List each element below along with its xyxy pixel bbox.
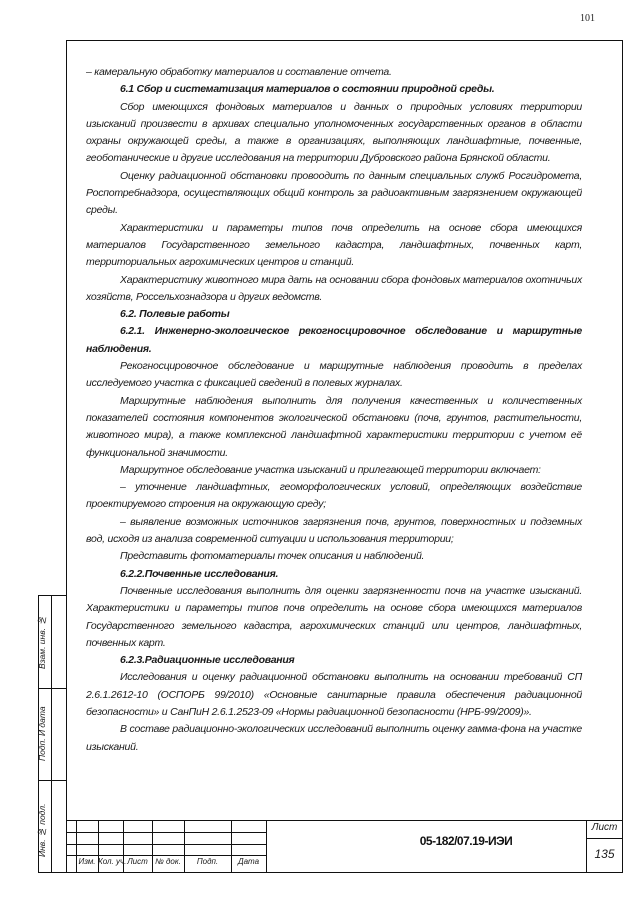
paragraph: Характеристики и параметры типов почв определить на основе сбора имеющихся материалов Государственного земельного кадастра, ландшафтных, почвенных карт, территориальных агрохимических центров и станций. [86,221,582,269]
replacement-inventory-label: Взам. инв. № [37,615,47,669]
paragraph: Сбор имеющихся фондовых материалов и данных о природных условиях территории изысканий произвести в архивах специально уполномоченных государственных органов в области охраны окружающей среды, а также в организациях, выполняющих ландшафтные, почвенные, геоботанические и другие исследования на территории Дубровского района Брянской области. [86,100,582,165]
col-signature: Подп. [196,857,219,866]
paragraph: Исследования и оценку радиационной обстановки выполнить на основании требований СП 2.6.1.2612-10 (ОСПОРБ 99/2010) «Основные санитарные правила обеспечения радиационной безопасности» и СанПиН 2.6.1.2523-09 «Нормы радиационной безопасности (НРБ-99/2009)». [86,671,582,718]
document-code: 05-182/07.19-ИЭИ [419,834,513,848]
sheet-label: Лист [591,822,618,833]
paragraph: – камеральную обработку материалов и составление отчета. [86,66,392,78]
col-doc-number: № док. [155,857,181,866]
paragraph: Оценку радиационной обстановки провоодить по данным специальных служб Росгидромета, Роспотребнадзора, осуществляющих общий контроль за радиоактивным загрязнением окружающей среды. [86,169,582,217]
section-heading: 6.2.2.Почвенные исследования. [120,567,279,580]
paragraph: Представить фотоматериалы точек описания и наблюдений. [120,550,425,563]
paragraph: Маршрутное обследование участка изысканий и прилегающей территории включает: [120,463,541,476]
col-sheet: Лист [127,857,148,866]
col-change: Изм. [78,857,96,866]
col-count: Кол. уч. [98,857,127,866]
paragraph: Характеристику животного мира дать на основании сбора фондовых материалов охотничьих хозяйств, Россельхознадзора и других ведомств. [86,273,582,303]
list-item: – уточнение ландшафтных, геоморфологических условий, определяющих воздействие проектируемого строения на окружающую среду; [86,481,582,511]
side-stamp [38,595,66,873]
paragraph: Рекогносцировочное обследование и маршрутные наблюдения проводить в пределах исследуемого участка с фиксацией сведений в полевых журналах. [86,360,582,390]
section-heading: 6.1 Сбор и систематизация материалов о состоянии природной среды. [120,83,495,96]
section-heading: 6.2. Полевые работы [120,308,230,321]
paragraph: Почвенные исследования выполнить для оценки загрязненности почв на участке изысканий. Характеристики и параметры типов почв определить на основе сбора имеющихся материалов Государственного земельного кадастра, агрохимических станций или центров, ландшафтных, почвенных карт. [86,584,582,649]
section-heading: 6.2.3.Радиационные исследования [120,654,295,667]
top-page-number: 101 [580,13,595,24]
list-item: – выявление возможных источников загрязнения почв, грунтов, поверхностных и подземных вод, исходя из анализа современной ситуации и использования территории; [86,515,582,546]
paragraph: Маршрутные наблюдения выполнить для получения качественных и количественных показателей состояния компонентов экологической обстановки (почв, грунтов, растительности, животного мира), а также комплексной ландшафтной характеристики территории с учетом её функциональной значимости. [86,394,582,459]
section-heading: 6.2.1. Инженерно-экологическое рекогносцировочное обследование и маршрутные наблюдения. [86,325,582,355]
signature-date-label: Подп. И дата [37,706,47,762]
sheet-number: 135 [594,847,615,861]
title-block [66,820,623,873]
col-date: Дата [237,857,260,866]
paragraph: В составе радиационно-экологических исследований выполнить оценку гамма-фона на участке изысканий. [86,723,582,753]
document-body [86,64,582,756]
inventory-number-label: Инв. № подл. [37,803,47,857]
